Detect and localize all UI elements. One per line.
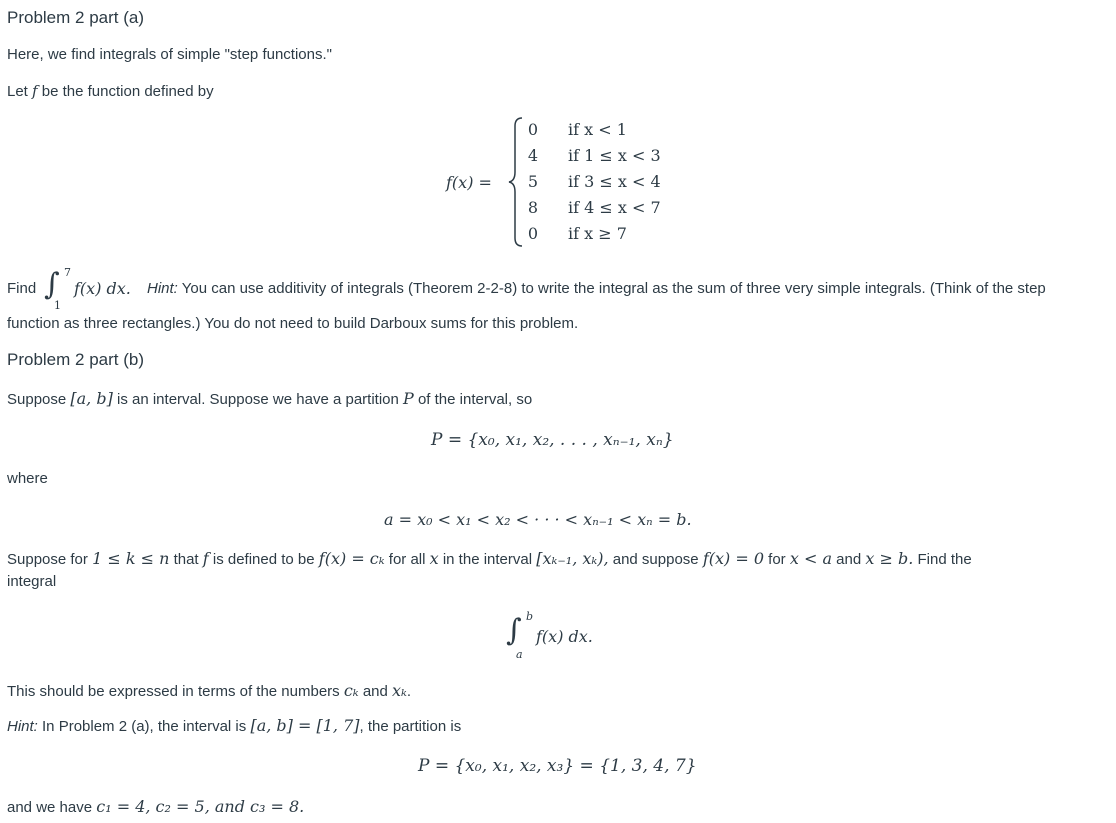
where-label: where — [7, 470, 48, 487]
integrand-a: f(x) dx. — [74, 279, 131, 298]
hint-a — [147, 280, 1046, 297]
let-prefix: Let — [7, 83, 28, 100]
integral-b — [506, 610, 536, 662]
lower-limit: 1 — [54, 299, 61, 312]
partition-equation: P = {x₀, x₁, x₂, . . . , xₙ₋₁, xₙ} — [431, 430, 674, 450]
interval-ab: [a, b] — [70, 389, 113, 408]
ordering-equation: a = x₀ < x₁ < x₂ < · · · < xₙ₋₁ < xₙ = b. — [384, 510, 692, 529]
upper-limit: b — [526, 610, 534, 623]
piecewise-brace — [508, 116, 524, 248]
lower-limit: a — [516, 648, 523, 661]
expressed-line: This should be expressed in terms of the numbers cₖ and xₖ. — [7, 681, 412, 700]
integral-sign: ∫ — [506, 613, 522, 648]
partition-example: P = {x₀, x₁, x₂, x₃} = {1, 3, 4, 7} — [418, 756, 697, 776]
func-lhs: f(x) = — [446, 173, 492, 192]
suppose-line: Suppose [a, b] is an interval. Suppose we have a partition P of the interval, so — [7, 389, 533, 408]
integral-a — [44, 266, 74, 314]
find-label: Find — [7, 280, 37, 297]
hint-label: Hint: — [147, 280, 178, 297]
part-a-intro: Here, we find integrals of simple "step functions." — [7, 46, 332, 63]
hint-b-line: Hint: In Problem 2 (a), the interval is [a, b] = [1, 7], the partition is — [7, 716, 462, 735]
part-b-heading: Problem 2 part (b) — [7, 350, 144, 369]
upper-limit: 7 — [64, 266, 71, 279]
part-a-let-line — [7, 82, 214, 100]
integral-word: integral — [7, 573, 57, 590]
hint-a-line2: function as three rectangles.) You do not need to build Darboux sums for this problem. — [7, 315, 579, 332]
c-values-line: and we have c₁ = 4, c₂ = 5, and c₃ = 8. — [7, 797, 305, 816]
partition-var: P — [403, 389, 414, 408]
integral-sign: ∫ — [44, 267, 60, 302]
let-var: f — [32, 82, 38, 100]
hint-text: You can use additivity of integrals (Theorem 2-2-8) to write the integral as the sum of three very simple integrals. (Think of the step — [181, 280, 1046, 297]
suppose-for-line: Suppose for 1 ≤ k ≤ n that f is defined to be f(x) = cₖ for all x in the interval [xₖ₋₁, xₖ), and suppose f(x) = 0 for x < a and x ≥ b. Find the — [7, 549, 972, 568]
integrand-b: f(x) dx. — [536, 627, 593, 646]
part-a-heading: Problem 2 part (a) — [7, 8, 144, 27]
piecewise-cases: 0 if x < 1 4 if 1 ≤ x < 3 5 if 3 ≤ x < 4 8 if 4 ≤ x < 7 0 if x ≥ 7 — [527, 120, 661, 243]
let-suffix: be the function defined by — [41, 83, 214, 100]
